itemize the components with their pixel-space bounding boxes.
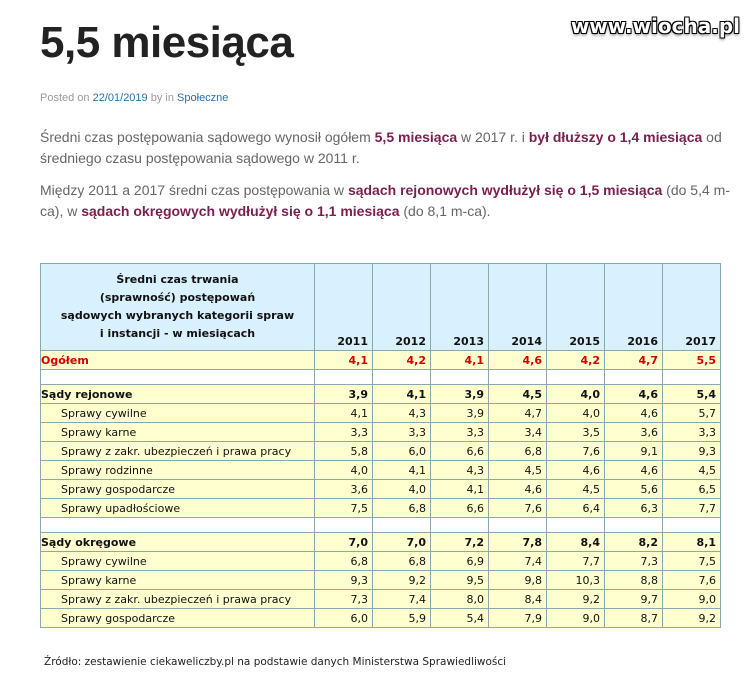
year-header: 2011 xyxy=(315,264,373,351)
value-cell: 7,6 xyxy=(663,571,721,590)
row-label: Sprawy cywilne xyxy=(41,404,315,423)
value-cell: 4,0 xyxy=(547,404,605,423)
page-title: 5,5 miesiąca xyxy=(40,18,294,67)
row-label: Sprawy z zakr. ubezpieczeń i prawa pracy xyxy=(41,442,315,461)
value-cell: 4,7 xyxy=(489,404,547,423)
value-cell: 6,8 xyxy=(315,552,373,571)
value-cell: 3,3 xyxy=(373,423,431,442)
value-cell: 7,7 xyxy=(547,552,605,571)
value-cell: 7,4 xyxy=(489,552,547,571)
value-cell: 8,0 xyxy=(431,590,489,609)
value-cell: 9,2 xyxy=(547,590,605,609)
highlight-text: 5,5 miesiąca xyxy=(374,129,458,145)
value-cell: 4,1 xyxy=(373,461,431,480)
row-label: Sprawy z zakr. ubezpieczeń i prawa pracy xyxy=(41,590,315,609)
empty-cell xyxy=(431,370,489,385)
value-cell: 8,1 xyxy=(663,533,721,552)
value-cell: 6,0 xyxy=(373,442,431,461)
value-cell: 6,8 xyxy=(373,552,431,571)
value-cell: 4,5 xyxy=(489,385,547,404)
value-cell: 4,1 xyxy=(431,480,489,499)
table-row xyxy=(41,571,721,590)
value-cell: 7,7 xyxy=(663,499,721,518)
value-cell: 5,4 xyxy=(431,609,489,628)
value-cell: 9,1 xyxy=(605,442,663,461)
post-meta xyxy=(40,92,228,104)
empty-cell xyxy=(663,370,721,385)
highlight-text: sądach okręgowych wydłużył się o 1,1 miesiąca xyxy=(81,203,400,219)
value-cell: 4,2 xyxy=(547,351,605,370)
value-cell: 4,1 xyxy=(315,404,373,423)
header-line: sądowych wybranych kategorii spraw xyxy=(60,309,295,322)
year-header: 2013 xyxy=(431,264,489,351)
value-cell: 5,6 xyxy=(605,480,663,499)
value-cell: 4,2 xyxy=(373,351,431,370)
paragraph-text: Średni czas postępowania sądowego wynosił ogółem xyxy=(40,129,375,145)
row-label: Sprawy rodzinne xyxy=(41,461,315,480)
group-label: Sądy rejonowe xyxy=(41,385,315,404)
watermark: www.wiocha.pl xyxy=(570,14,740,38)
value-cell: 4,0 xyxy=(547,385,605,404)
value-cell: 6,0 xyxy=(315,609,373,628)
paragraph-text: w 2017 r. i xyxy=(457,129,529,145)
value-cell: 3,4 xyxy=(489,423,547,442)
empty-cell xyxy=(547,518,605,533)
value-cell: 4,6 xyxy=(605,461,663,480)
year-header: 2016 xyxy=(605,264,663,351)
value-cell: 4,6 xyxy=(489,351,547,370)
table-row xyxy=(41,442,721,461)
value-cell: 4,6 xyxy=(605,404,663,423)
value-cell: 7,3 xyxy=(605,552,663,571)
value-cell: 4,0 xyxy=(315,461,373,480)
table-row xyxy=(41,609,721,628)
value-cell: 10,3 xyxy=(547,571,605,590)
spacer-row xyxy=(41,518,721,533)
value-cell: 6,8 xyxy=(373,499,431,518)
header-line: Średni czas trwania xyxy=(116,273,239,286)
empty-cell xyxy=(315,370,373,385)
value-cell: 9,3 xyxy=(315,571,373,590)
table-header-description xyxy=(41,264,315,351)
paragraph-text: (do 8,1 m-ca). xyxy=(399,203,491,219)
value-cell: 7,0 xyxy=(315,533,373,552)
highlight-text: sądach rejonowych wydłużył się o 1,5 miesiąca xyxy=(347,182,663,198)
paragraph-text: od średniego czasu postępowania sądowego w 2011 r. xyxy=(40,129,722,166)
value-cell: 9,3 xyxy=(663,442,721,461)
value-cell: 8,4 xyxy=(489,590,547,609)
value-cell: 6,3 xyxy=(605,499,663,518)
value-cell: 3,9 xyxy=(431,404,489,423)
empty-cell xyxy=(431,518,489,533)
table-row xyxy=(41,499,721,518)
court-stats-table xyxy=(40,263,721,628)
group-label: Sądy okręgowe xyxy=(41,533,315,552)
empty-cell xyxy=(373,518,431,533)
row-label: Sprawy gospodarcze xyxy=(41,480,315,499)
value-cell: 5,5 xyxy=(663,351,721,370)
table-row xyxy=(41,404,721,423)
value-cell: 4,1 xyxy=(431,351,489,370)
empty-cell xyxy=(605,518,663,533)
value-cell: 7,3 xyxy=(315,590,373,609)
table-row xyxy=(41,590,721,609)
value-cell: 4,0 xyxy=(373,480,431,499)
value-cell: 3,3 xyxy=(663,423,721,442)
table-row xyxy=(41,461,721,480)
row-label: Sprawy karne xyxy=(41,423,315,442)
value-cell: 4,3 xyxy=(431,461,489,480)
row-label: Sprawy karne xyxy=(41,571,315,590)
value-cell: 3,6 xyxy=(605,423,663,442)
value-cell: 4,6 xyxy=(489,480,547,499)
table-header-row xyxy=(41,264,721,351)
table-row xyxy=(41,552,721,571)
row-label: Sprawy gospodarcze xyxy=(41,609,315,628)
empty-cell xyxy=(373,370,431,385)
value-cell: 3,5 xyxy=(547,423,605,442)
paragraph-2 xyxy=(40,180,736,222)
post-date-link[interactable]: 22/01/2019 xyxy=(92,92,148,104)
empty-cell xyxy=(663,518,721,533)
value-cell: 8,2 xyxy=(605,533,663,552)
row-label: Sprawy upadłościowe xyxy=(41,499,315,518)
ogolem-row xyxy=(41,351,721,370)
group-row xyxy=(41,533,721,552)
value-cell: 4,5 xyxy=(547,480,605,499)
paragraph-text: (do 5,4 m-ca), w xyxy=(40,182,730,219)
header-line: (sprawność) postępowań xyxy=(99,291,256,304)
value-cell: 7,4 xyxy=(373,590,431,609)
value-cell: 5,9 xyxy=(373,609,431,628)
value-cell: 4,5 xyxy=(489,461,547,480)
empty-cell xyxy=(489,518,547,533)
value-cell: 5,4 xyxy=(663,385,721,404)
value-cell: 6,8 xyxy=(489,442,547,461)
year-header: 2012 xyxy=(373,264,431,351)
value-cell: 5,8 xyxy=(315,442,373,461)
value-cell: 4,6 xyxy=(605,385,663,404)
value-cell: 6,6 xyxy=(431,499,489,518)
value-cell: 4,3 xyxy=(373,404,431,423)
header-line: i instancji - w miesiącach xyxy=(99,327,256,340)
row-label: Sprawy cywilne xyxy=(41,552,315,571)
table-row xyxy=(41,480,721,499)
empty-cell xyxy=(315,518,373,533)
year-header: 2014 xyxy=(489,264,547,351)
value-cell: 3,6 xyxy=(315,480,373,499)
group-row xyxy=(41,385,721,404)
value-cell: 7,9 xyxy=(489,609,547,628)
value-cell: 7,6 xyxy=(489,499,547,518)
value-cell: 9,7 xyxy=(605,590,663,609)
value-cell: 6,4 xyxy=(547,499,605,518)
value-cell: 9,0 xyxy=(663,590,721,609)
spacer-row xyxy=(41,370,721,385)
by-in-label: by in xyxy=(150,92,174,104)
empty-cell xyxy=(489,370,547,385)
value-cell: 4,1 xyxy=(373,385,431,404)
value-cell: 6,5 xyxy=(663,480,721,499)
paragraph-1 xyxy=(40,127,736,169)
value-cell: 7,2 xyxy=(431,533,489,552)
value-cell: 9,8 xyxy=(489,571,547,590)
value-cell: 8,7 xyxy=(605,609,663,628)
value-cell: 3,3 xyxy=(431,423,489,442)
value-cell: 4,7 xyxy=(605,351,663,370)
source-note: Źródło: zestawienie ciekaweliczby.pl na podstawie danych Ministerstwa Sprawiedliwości xyxy=(44,656,507,668)
table-row xyxy=(41,423,721,442)
category-link[interactable]: Społeczne xyxy=(177,92,229,104)
value-cell: 7,6 xyxy=(547,442,605,461)
value-cell: 7,0 xyxy=(373,533,431,552)
row-label: Ogółem xyxy=(41,351,315,370)
value-cell: 8,4 xyxy=(547,533,605,552)
empty-cell xyxy=(41,518,315,533)
value-cell: 9,5 xyxy=(431,571,489,590)
value-cell: 3,3 xyxy=(315,423,373,442)
empty-cell xyxy=(547,370,605,385)
value-cell: 6,9 xyxy=(431,552,489,571)
value-cell: 4,6 xyxy=(547,461,605,480)
value-cell: 9,2 xyxy=(663,609,721,628)
value-cell: 6,6 xyxy=(431,442,489,461)
value-cell: 4,1 xyxy=(315,351,373,370)
value-cell: 4,5 xyxy=(663,461,721,480)
highlight-text: był dłuższy o 1,4 miesiąca xyxy=(528,129,703,145)
year-header: 2017 xyxy=(663,264,721,351)
value-cell: 7,5 xyxy=(315,499,373,518)
value-cell: 7,8 xyxy=(489,533,547,552)
year-header: 2015 xyxy=(547,264,605,351)
value-cell: 7,5 xyxy=(663,552,721,571)
paragraph-text: Między 2011 a 2017 średni czas postępowania w xyxy=(40,182,348,198)
value-cell: 3,9 xyxy=(315,385,373,404)
value-cell: 5,7 xyxy=(663,404,721,423)
value-cell: 9,0 xyxy=(547,609,605,628)
value-cell: 3,9 xyxy=(431,385,489,404)
posted-on-label: Posted on xyxy=(40,92,90,104)
value-cell: 9,2 xyxy=(373,571,431,590)
empty-cell xyxy=(605,370,663,385)
empty-cell xyxy=(41,370,315,385)
value-cell: 8,8 xyxy=(605,571,663,590)
